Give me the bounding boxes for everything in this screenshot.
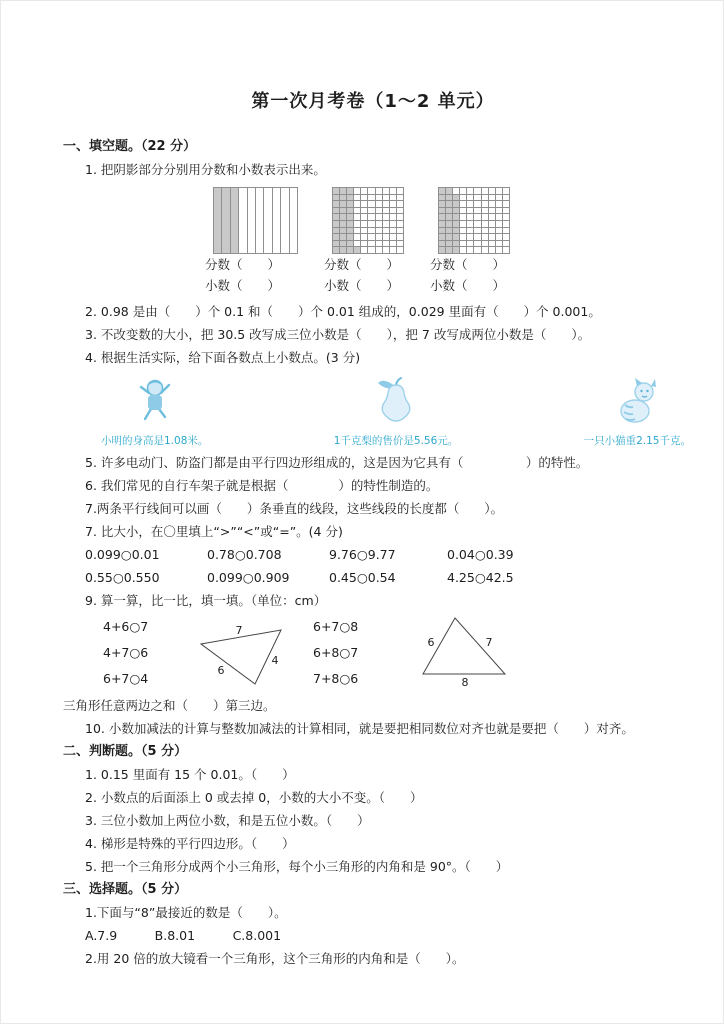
grid-cell <box>459 240 466 247</box>
grid-cell <box>466 194 473 201</box>
shaded-grid-cell <box>452 220 459 227</box>
grid-cell <box>382 220 389 227</box>
cat-icon <box>611 375 663 431</box>
fraction-blank-label: 分数（ ） <box>324 257 400 272</box>
judge-item-3: 3. 三位小数加上两位小数，和是五位小数。（ ） <box>85 813 370 828</box>
grid-cell <box>466 207 473 214</box>
grid-cell <box>466 220 473 227</box>
shaded-grid-cell <box>445 233 452 240</box>
question-6-text: 6. 我们常见的自行车架子就是根据（ ）的特性制造的。 <box>85 478 439 493</box>
grid-cell <box>360 220 367 227</box>
equation: 6+7○4 <box>103 671 149 686</box>
triangle-2-figure <box>419 614 511 694</box>
grid-cell <box>396 227 403 234</box>
shaded-grid-cell <box>438 227 445 234</box>
section-fill-in-heading: 一、填空题。（22 分） <box>63 139 197 154</box>
grid-cell <box>459 246 466 253</box>
grid-cell <box>481 220 488 227</box>
grid-cell <box>375 194 382 201</box>
page-title: 第一次月考卷（1～2 单元） <box>251 91 495 112</box>
q9-content-row <box>103 614 683 694</box>
grid-cell <box>473 194 480 201</box>
grid-cell <box>466 200 473 207</box>
shaded-grid-cell <box>452 213 459 220</box>
decimal-blank-label: 小数（ ） <box>205 278 281 293</box>
grid-cell <box>289 187 297 253</box>
shaded-grid-cell <box>332 240 339 247</box>
grid-cell <box>495 207 502 214</box>
shaded-grid-cell <box>445 187 452 194</box>
shaded-grid-cell <box>230 187 238 253</box>
grid-cell <box>502 227 509 234</box>
grid-cell <box>495 187 502 194</box>
equation: 4+6○7 <box>103 619 149 634</box>
grid-cell <box>382 246 389 253</box>
q1-grid-block-3 <box>430 187 510 296</box>
choice-question-1: 1.下面与“8”最接近的数是（ ）。 <box>85 905 287 920</box>
grid-cell <box>353 187 360 194</box>
grid-cell <box>495 246 502 253</box>
grid-cell <box>375 213 382 220</box>
grid-cell <box>459 207 466 214</box>
grid-cell <box>502 187 509 194</box>
compare-item: 0.45○0.54 <box>329 570 396 585</box>
question-10-text: 10. 小数加减法的计算与整数加减法的计算相同，就是要把相同数位对齐也就是要把（ ）对齐。 <box>85 721 634 736</box>
grid-cell <box>263 187 271 253</box>
shaded-grid-cell <box>346 240 353 247</box>
grid-cell <box>466 227 473 234</box>
grid-cell <box>466 187 473 194</box>
grid-cell <box>353 233 360 240</box>
grid-cell <box>375 187 382 194</box>
equation: 7+8○6 <box>313 671 359 686</box>
grid-cell <box>367 207 374 214</box>
grid-cell <box>495 200 502 207</box>
grid-cell <box>459 194 466 201</box>
grid-cell <box>488 246 495 253</box>
compare-item: 0.099○0.909 <box>207 570 290 585</box>
grid-cell <box>502 240 509 247</box>
grid-cell <box>360 233 367 240</box>
grid-cell <box>473 233 480 240</box>
grid-cell <box>360 207 367 214</box>
grid-cell <box>367 233 374 240</box>
grid-cell <box>481 194 488 201</box>
equation: 6+8○7 <box>313 645 359 660</box>
grid-cell <box>459 220 466 227</box>
shaded-grid-cell <box>339 207 346 214</box>
compare-item: 0.78○0.708 <box>207 547 282 562</box>
grid-cell <box>459 227 466 234</box>
grid-cell <box>353 227 360 234</box>
grid-cell <box>502 220 509 227</box>
q1-grids-row <box>205 187 683 296</box>
question-2-text: 2. 0.98 是由（ ）个 0.1 和（ ）个 0.01 组成的，0.029 里面有（ ）个 0.001。 <box>85 304 601 319</box>
shaded-grid-cell <box>332 194 339 201</box>
triangle2-side-left-label: 6 <box>427 636 435 649</box>
shaded-grid-cell <box>452 207 459 214</box>
shaded-grid-cell <box>346 194 353 201</box>
grid-cell <box>488 233 495 240</box>
shaded-grid-cell <box>332 227 339 234</box>
shaded-grid-cell <box>452 194 459 201</box>
shaded-grid-cell <box>346 207 353 214</box>
shaded-grid-cell <box>445 246 452 253</box>
hundredths-grid-image <box>438 187 510 254</box>
shaded-grid-cell <box>452 246 459 253</box>
grid-cell <box>396 246 403 253</box>
grid-cell <box>353 240 360 247</box>
grid-cell <box>389 227 396 234</box>
shaded-grid-cell <box>438 200 445 207</box>
shaded-grid-cell <box>438 187 445 194</box>
question-7a-text: 7.两条平行线间可以画（ ）条垂直的线段，这些线段的长度都（ ）。 <box>85 501 504 516</box>
grid-cell <box>488 213 495 220</box>
grid-cell <box>502 194 509 201</box>
shaded-grid-cell <box>353 246 360 253</box>
grid-cell <box>495 194 502 201</box>
grid-cell <box>459 200 466 207</box>
shaded-grid-cell <box>332 200 339 207</box>
grid-cell <box>375 240 382 247</box>
choice-question-1-options: A.7.9 B.8.01 C.8.001 <box>85 928 282 943</box>
judge-items <box>63 763 683 878</box>
compare-item: 9.76○9.77 <box>329 547 396 562</box>
grid-cell <box>473 220 480 227</box>
grid-cell <box>481 240 488 247</box>
compare-item: 4.25○42.5 <box>447 570 514 585</box>
shaded-grid-cell <box>339 187 346 194</box>
grid-cell <box>375 227 382 234</box>
choice-items <box>63 901 683 970</box>
judge-item-1: 1. 0.15 里面有 15 个 0.01。（ ） <box>85 767 295 782</box>
grid-cell <box>481 207 488 214</box>
grid-cell <box>382 200 389 207</box>
grid-cell <box>360 213 367 220</box>
grid-cell <box>360 187 367 194</box>
grid-cell <box>466 240 473 247</box>
grid-cell <box>459 187 466 194</box>
grid-cell <box>389 220 396 227</box>
shaded-grid-cell <box>346 213 353 220</box>
grid-cell <box>502 200 509 207</box>
shaded-grid-cell <box>438 246 445 253</box>
q1-grid-block-2 <box>324 187 404 296</box>
grid-cell <box>473 240 480 247</box>
shaded-grid-cell <box>445 220 452 227</box>
q9-left-equations <box>103 614 195 692</box>
grid-cell <box>389 194 396 201</box>
shaded-grid-cell <box>445 227 452 234</box>
choice-question-2: 2.用 20 倍的放大镜看一个三角形，这个三角形的内角和是（ ）。 <box>85 951 465 966</box>
shaded-grid-cell <box>339 200 346 207</box>
shaded-grid-cell <box>346 200 353 207</box>
grid-cell <box>396 187 403 194</box>
grid-cell <box>247 187 255 253</box>
grid-cell <box>382 187 389 194</box>
question-3-text: 3. 不改变数的大小，把 30.5 改写成三位小数是（ ），把 7 改写成两位小数是（ ）。 <box>85 327 591 342</box>
shaded-grid-cell <box>452 240 459 247</box>
shaded-grid-cell <box>339 240 346 247</box>
compare-item: 0.55○0.550 <box>85 570 160 585</box>
grid-cell <box>375 233 382 240</box>
grid-cell <box>382 213 389 220</box>
equation: 6+7○8 <box>313 619 359 634</box>
triangle1-side-left-label: 6 <box>217 664 225 677</box>
grid-cell <box>375 246 382 253</box>
caption-boy-height: 小明的身高是1.08米。 <box>101 435 209 447</box>
grid-cell <box>375 220 382 227</box>
grid-cell <box>488 207 495 214</box>
grid-cell <box>488 194 495 201</box>
grid-cell <box>466 213 473 220</box>
grid-cell <box>488 200 495 207</box>
grid-cell <box>353 220 360 227</box>
shaded-grid-cell <box>445 213 452 220</box>
q4-illustrations-row <box>101 375 691 449</box>
grid-cell <box>389 246 396 253</box>
triangle2-side-bottom-label: 8 <box>461 676 469 689</box>
grid-cell <box>360 240 367 247</box>
fraction-blank-label: 分数（ ） <box>430 257 506 272</box>
grid-cell <box>473 207 480 214</box>
caption-pear-price: 1千克梨的售价是5.56元。 <box>333 435 459 447</box>
grid-cell <box>488 227 495 234</box>
grid-cell <box>375 200 382 207</box>
triangle1-side-right-label: 4 <box>271 654 279 667</box>
shaded-grid-cell <box>339 194 346 201</box>
q9-conclusion-text: 三角形任意两边之和（ ）第三边。 <box>63 698 276 713</box>
grid-cell <box>389 187 396 194</box>
shaded-grid-cell <box>332 213 339 220</box>
boy-icon <box>129 375 181 431</box>
grid-cell <box>473 246 480 253</box>
grid-cell <box>396 200 403 207</box>
grid-cell <box>459 213 466 220</box>
grid-cell <box>495 220 502 227</box>
shaded-grid-cell <box>332 207 339 214</box>
compare-item: 0.099○0.01 <box>85 547 160 562</box>
grid-cell <box>389 213 396 220</box>
grid-cell <box>389 200 396 207</box>
grid-cell <box>459 233 466 240</box>
grid-cell <box>360 194 367 201</box>
grid-cell <box>481 246 488 253</box>
shaded-grid-cell <box>438 207 445 214</box>
judge-item-5: 5. 把一个三角形分成两个小三角形，每个小三角形的内角和是 90°。（ ） <box>85 859 509 874</box>
grid-cell <box>495 227 502 234</box>
shaded-grid-cell <box>438 233 445 240</box>
shaded-grid-cell <box>346 220 353 227</box>
grid-cell <box>353 207 360 214</box>
question-1-text: 1. 把阴影部分分别用分数和小数表示出来。 <box>85 162 326 177</box>
grid-cell <box>481 227 488 234</box>
q9-right-equations <box>313 614 405 692</box>
question-7b-text: 7. 比大小，在〇里填上“>”“<”或“=”。(4 分) <box>85 524 343 539</box>
shaded-grid-cell <box>339 246 346 253</box>
grid-cell <box>367 194 374 201</box>
grid-cell <box>367 200 374 207</box>
q1-grid-block-1 <box>205 187 298 296</box>
grid-cell <box>488 240 495 247</box>
question-4-text: 4. 根据生活实际，给下面各数点上小数点。(3 分) <box>85 350 361 365</box>
grid-cell <box>396 194 403 201</box>
grid-cell <box>367 227 374 234</box>
grid-cell <box>382 240 389 247</box>
grid-cell <box>367 240 374 247</box>
grid-cell <box>382 227 389 234</box>
shaded-grid-cell <box>332 246 339 253</box>
grid-cell <box>481 187 488 194</box>
shaded-grid-cell <box>213 187 221 253</box>
grid-cell <box>238 187 246 253</box>
grid-cell <box>481 233 488 240</box>
grid-cell <box>360 227 367 234</box>
shaded-grid-cell <box>346 187 353 194</box>
shaded-grid-cell <box>438 240 445 247</box>
pear-icon <box>370 375 422 431</box>
shaded-grid-cell <box>452 200 459 207</box>
compare-item: 0.04○0.39 <box>447 547 514 562</box>
grid-cell <box>481 200 488 207</box>
grid-cell <box>396 207 403 214</box>
shaded-grid-cell <box>221 187 229 253</box>
shaded-grid-cell <box>445 240 452 247</box>
shaded-grid-cell <box>452 233 459 240</box>
caption-cat-weight: 一只小猫重2.15千克。 <box>583 435 691 447</box>
tenths-grid-image <box>213 187 298 254</box>
equation: 4+7○6 <box>103 645 149 660</box>
shaded-grid-cell <box>438 213 445 220</box>
triangle1-side-top-label: 7 <box>235 624 243 637</box>
grid-cell <box>488 220 495 227</box>
triangle2-side-right-label: 7 <box>485 636 493 649</box>
grid-cell <box>396 240 403 247</box>
grid-cell <box>495 240 502 247</box>
grid-cell <box>452 187 459 194</box>
grid-cell <box>481 213 488 220</box>
hundredths-grid-image <box>332 187 404 254</box>
question-5-text: 5. 许多电动门、防盗门都是由平行四边形组成的，这是因为它具有（ ）的特性。 <box>85 455 589 470</box>
grid-cell <box>389 233 396 240</box>
shaded-grid-cell <box>445 200 452 207</box>
shaded-grid-cell <box>445 194 452 201</box>
grid-cell <box>473 213 480 220</box>
grid-cell <box>272 187 280 253</box>
grid-cell <box>396 233 403 240</box>
grid-cell <box>367 220 374 227</box>
question-9-text: 9. 算一算，比一比，填一填。（单位：cm） <box>85 593 327 608</box>
shaded-grid-cell <box>346 227 353 234</box>
shaded-grid-cell <box>339 227 346 234</box>
shaded-grid-cell <box>332 233 339 240</box>
section-choice-heading: 三、选择题。（5 分） <box>63 882 188 897</box>
shaded-grid-cell <box>332 220 339 227</box>
grid-cell <box>495 233 502 240</box>
illustration-cat <box>584 375 691 449</box>
grid-cell <box>353 200 360 207</box>
shaded-grid-cell <box>332 187 339 194</box>
grid-cell <box>360 246 367 253</box>
grid-cell <box>466 246 473 253</box>
grid-cell <box>367 187 374 194</box>
grid-cell <box>473 227 480 234</box>
shaded-grid-cell <box>438 194 445 201</box>
grid-cell <box>375 207 382 214</box>
shaded-grid-cell <box>438 220 445 227</box>
fraction-blank-label: 分数（ ） <box>205 257 281 272</box>
shaded-grid-cell <box>339 213 346 220</box>
triangle-1-figure <box>195 622 291 692</box>
shaded-grid-cell <box>346 233 353 240</box>
shaded-grid-cell <box>452 227 459 234</box>
grid-cell <box>495 213 502 220</box>
grid-cell <box>473 200 480 207</box>
grid-cell <box>466 233 473 240</box>
grid-cell <box>488 187 495 194</box>
grid-cell <box>389 207 396 214</box>
grid-cell <box>473 187 480 194</box>
judge-item-4: 4. 梯形是特殊的平行四边形。（ ） <box>85 836 295 851</box>
q7-comparison-grid <box>85 543 683 589</box>
grid-cell <box>255 187 263 253</box>
grid-cell <box>382 207 389 214</box>
grid-cell <box>353 213 360 220</box>
shaded-grid-cell <box>346 246 353 253</box>
grid-cell <box>389 240 396 247</box>
grid-cell <box>396 220 403 227</box>
decimal-blank-label: 小数（ ） <box>430 278 506 293</box>
shaded-grid-cell <box>445 207 452 214</box>
grid-cell <box>502 233 509 240</box>
grid-cell <box>360 200 367 207</box>
grid-cell <box>502 213 509 220</box>
shaded-grid-cell <box>339 220 346 227</box>
judge-item-2: 2. 小数点的后面添上 0 或去掉 0，小数的大小不变。（ ） <box>85 790 423 805</box>
grid-cell <box>396 213 403 220</box>
grid-cell <box>382 194 389 201</box>
shaded-grid-cell <box>339 233 346 240</box>
decimal-blank-label: 小数（ ） <box>324 278 400 293</box>
grid-cell <box>367 213 374 220</box>
grid-cell <box>367 246 374 253</box>
illustration-boy <box>101 375 208 449</box>
section-judge-heading: 二、判断题。（5 分） <box>63 744 188 759</box>
grid-cell <box>382 233 389 240</box>
illustration-pear <box>334 375 459 449</box>
grid-cell <box>280 187 288 253</box>
grid-cell <box>353 194 360 201</box>
grid-cell <box>502 207 509 214</box>
grid-cell <box>502 246 509 253</box>
